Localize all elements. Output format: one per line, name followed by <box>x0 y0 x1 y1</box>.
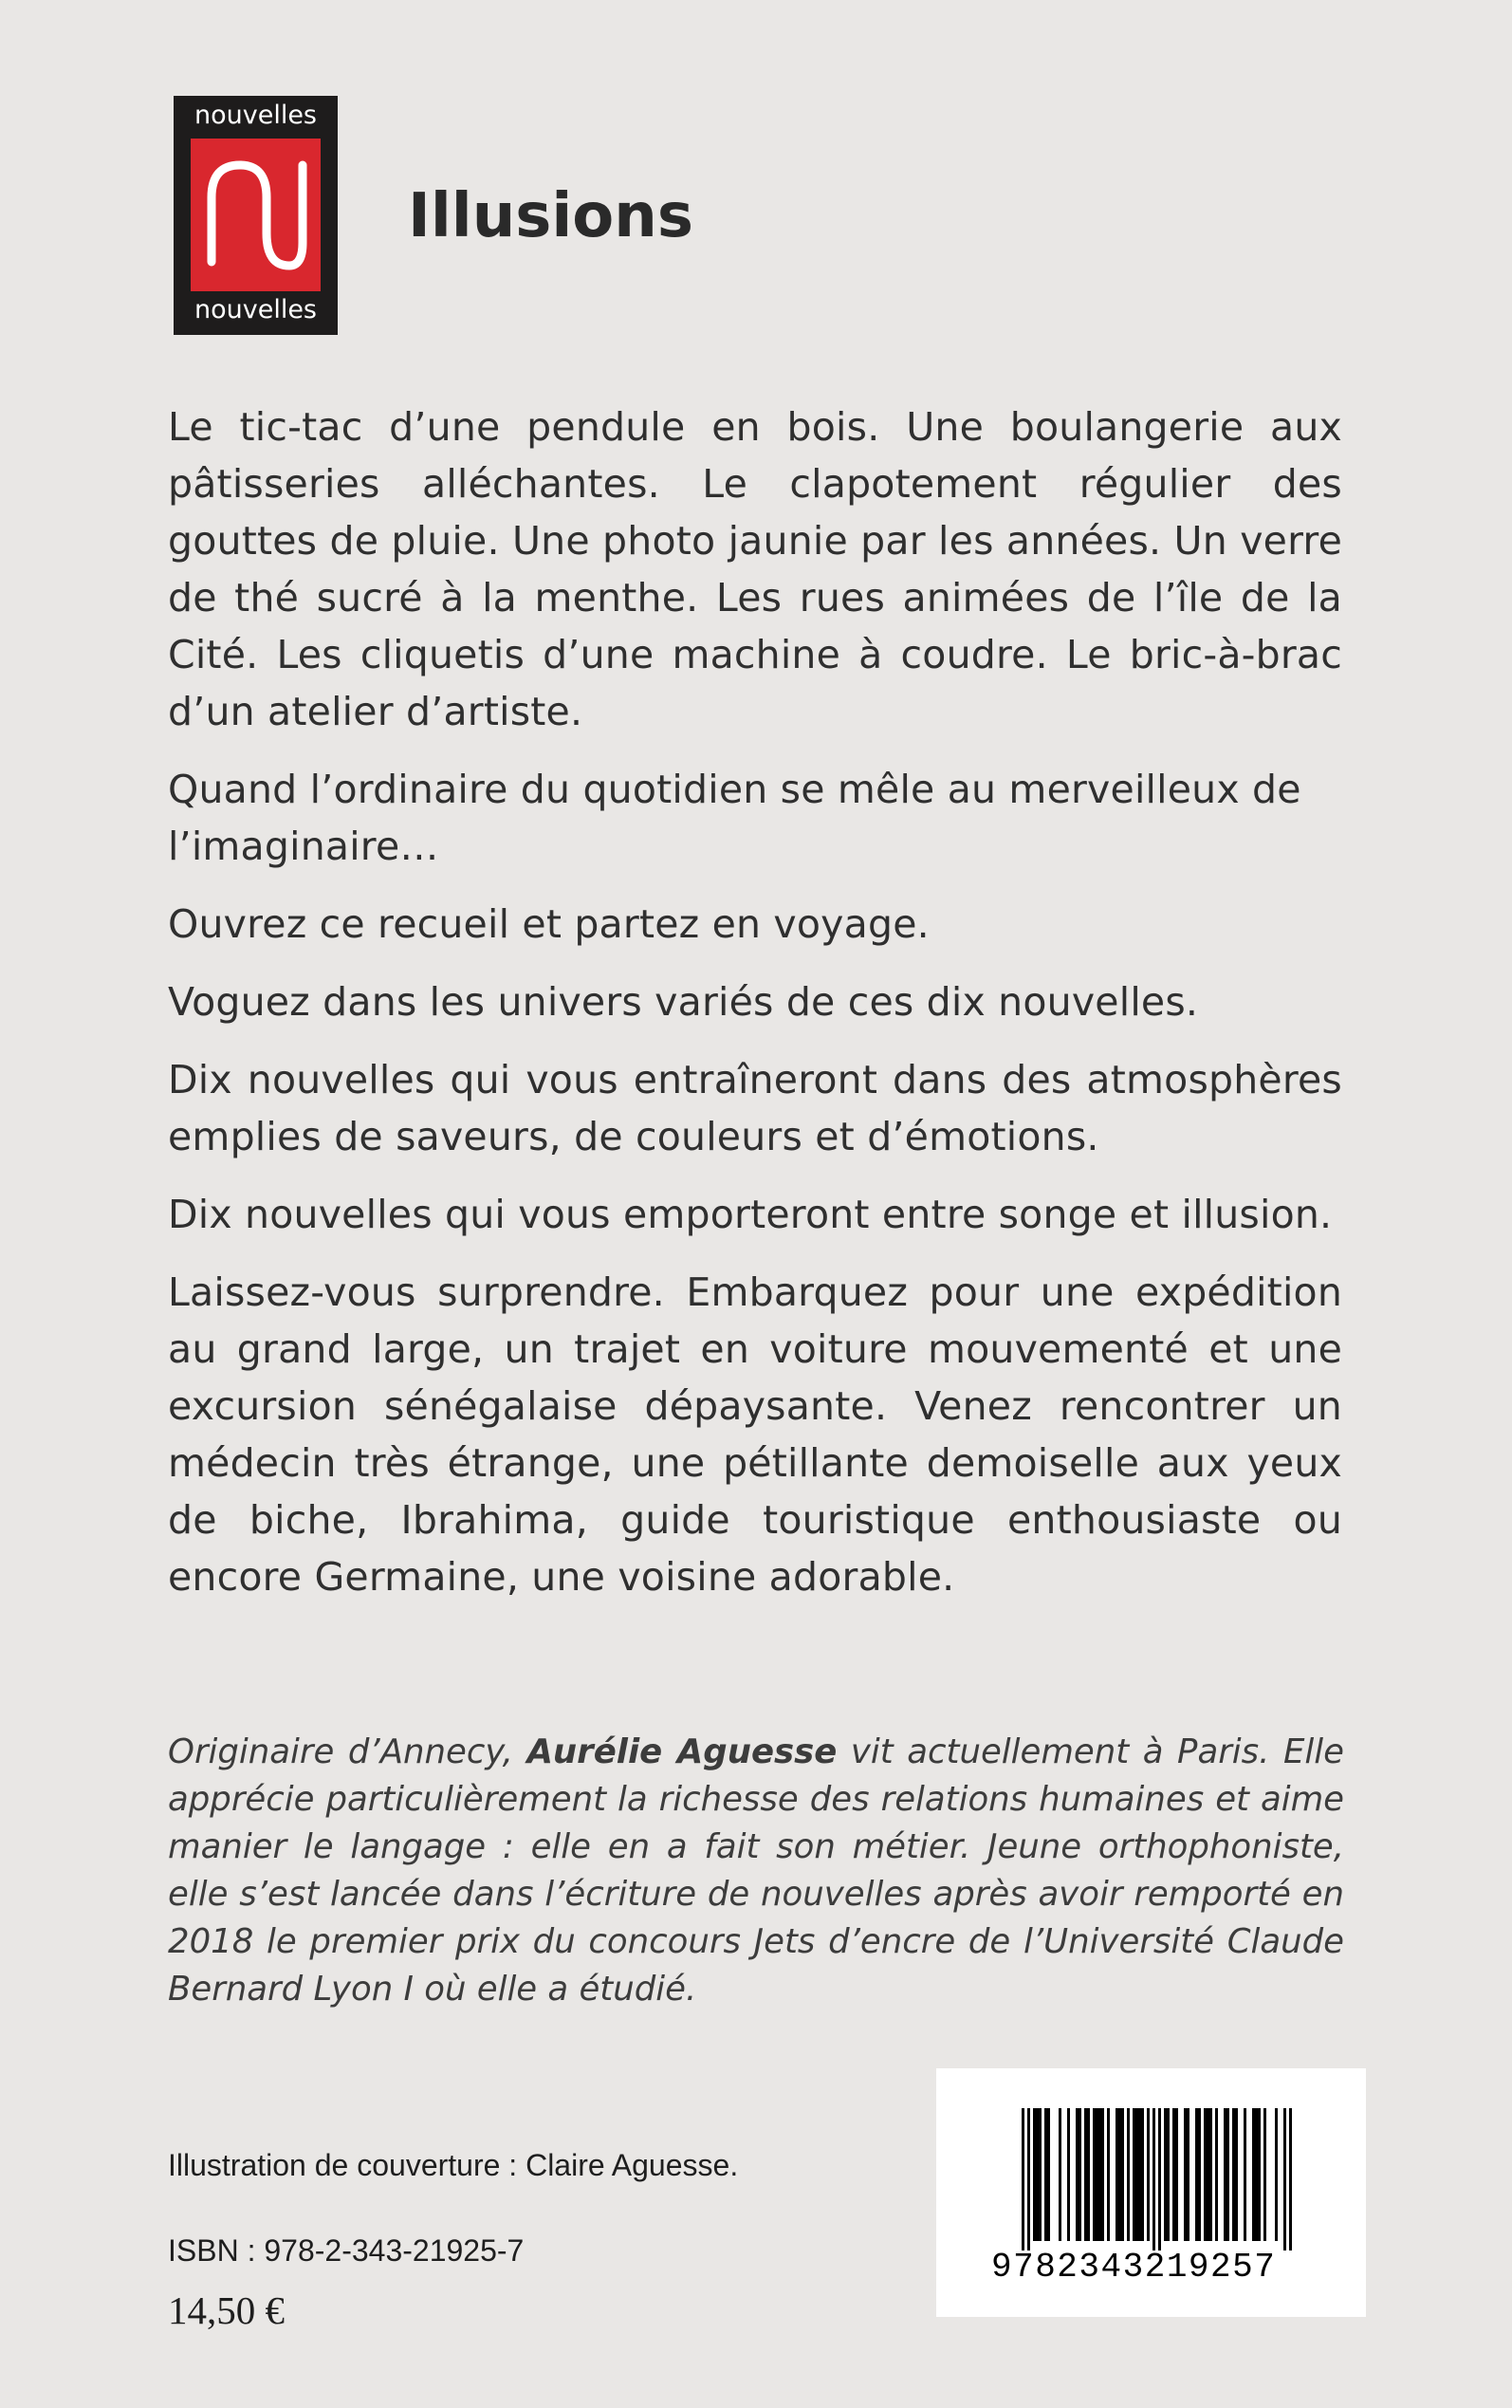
barcode-bar <box>1195 2108 1198 2241</box>
barcode-bar <box>1027 2108 1030 2251</box>
barcode-bar <box>1147 2108 1150 2241</box>
barcode-bar <box>1076 2108 1079 2241</box>
cover-illustration-credit: Illustration de couverture : Claire Aguesse. <box>168 2148 739 2182</box>
barcode-bar <box>1198 2108 1201 2241</box>
barcode-bar <box>1207 2108 1209 2241</box>
barcode-bar <box>1098 2108 1101 2241</box>
barcode-bar <box>1093 2108 1096 2241</box>
barcode-bar <box>1121 2108 1124 2241</box>
blurb-paragraph-2: Quand l’ordinaire du quotidien se mêle au merveilleux de l’imaginaire… <box>168 767 1301 869</box>
barcode-bar <box>1255 2108 1258 2241</box>
nu-monogram-icon <box>191 139 321 291</box>
barcode-bar <box>1164 2108 1167 2241</box>
barcode-bar <box>1107 2108 1110 2241</box>
barcode-bar <box>1138 2108 1141 2241</box>
barcode-bar <box>1118 2108 1121 2241</box>
barcode-bar <box>1263 2108 1266 2241</box>
barcode-bar <box>1204 2108 1207 2241</box>
barcode-bar <box>1059 2108 1061 2241</box>
barcode-bar <box>1079 2108 1081 2241</box>
bio-intro: Originaire d’Annecy, <box>168 1732 527 1771</box>
barcode-bar <box>1184 2108 1187 2241</box>
barcode-bar <box>1116 2108 1118 2241</box>
barcode-bar <box>1127 2108 1130 2241</box>
blurb-paragraph-6: Dix nouvelles qui vous emporteront entre songe et illusion. <box>168 1192 1333 1237</box>
bio-text: vit actuellement à Paris. Elle apprécie particulièrement la richesse des relations humaines et aime manier le langage : elle en a fait son métier. Jeune orthophoniste, elle s’est lancée dans l’écriture de nouvelles après avoir remporté en 2018 le premier prix du concours Jets d’encre de l’Université Claude Bernard Lyon I où elle a étudié. <box>168 1732 1344 2009</box>
barcode-bar <box>1141 2108 1144 2241</box>
barcode-bar <box>1087 2108 1090 2241</box>
blurb-paragraph-4: Voguez dans les univers variés de ces dix nouvelles. <box>168 979 1199 1025</box>
publisher-logo <box>174 96 338 335</box>
logo-red-panel <box>191 139 321 291</box>
barcode-bar <box>1215 2108 1218 2241</box>
barcode-digits: 9782343219257 <box>991 2248 1277 2287</box>
barcode-bar <box>1036 2108 1039 2241</box>
barcode-bar <box>1033 2108 1036 2241</box>
book-title: Illusions <box>408 181 693 251</box>
blurb-paragraph-1: Le tic-tac d’une pendule en bois. Une boulangerie aux pâtisseries alléchantes. Le clapotement régulier des gouttes de pluie. Une photo jaunie par les années. Un verre de thé sucré à la menthe. Les rues animées de l’île de la Cité. Les cliquetis d’une machine à coudre. Le bric-à-brac d’un atelier d’artiste. <box>168 404 1342 734</box>
barcode-bar <box>1096 2108 1098 2241</box>
barcode-bar <box>1133 2108 1135 2241</box>
barcode-bar <box>1244 2108 1246 2241</box>
barcode-bar <box>1283 2108 1286 2251</box>
barcode-bar <box>1275 2108 1278 2241</box>
barcode-bar <box>1175 2108 1178 2241</box>
barcode-bar <box>1172 2108 1175 2241</box>
barcode-bar <box>1047 2108 1050 2241</box>
author-bio <box>168 1729 1344 2013</box>
barcode-bar <box>1101 2108 1104 2241</box>
barcode-bar <box>1084 2108 1087 2241</box>
barcode-bar <box>1232 2108 1235 2241</box>
logo-top-text: nouvelles <box>194 101 317 130</box>
barcode-bar <box>1022 2108 1024 2251</box>
barcode-bar <box>1167 2108 1170 2241</box>
barcode-bar <box>1289 2108 1292 2251</box>
barcode-bar <box>1258 2108 1261 2241</box>
barcode-bar <box>1187 2108 1189 2241</box>
barcode-bar <box>1209 2108 1212 2241</box>
author-name: Aurélie Aguesse <box>526 1732 838 1771</box>
price: 14,50 € <box>168 2288 285 2332</box>
barcode-bar <box>1044 2108 1047 2241</box>
barcode-panel <box>936 2068 1366 2317</box>
barcode-bar <box>1224 2108 1226 2241</box>
isbn: ISBN : 978-2-343-21925-7 <box>168 2233 525 2268</box>
blurb-paragraph-3: Ouvrez ce recueil et partez en voyage. <box>168 901 930 947</box>
barcode-bar <box>1067 2108 1070 2241</box>
barcode-bar <box>1252 2108 1255 2241</box>
logo-bottom-text: nouvelles <box>194 295 317 324</box>
barcode-icon <box>1003 2108 1306 2251</box>
blurb-paragraph-7: Laissez-vous surprendre. Embarquez pour une expédition au grand large, un trajet en voiture mouvementé et une excursion sénégalaise dépaysante. Venez rencontrer un médecin très étrange, une pétillante demoiselle aux yeux de biche, Ibrahima, guide touristique enthousiaste ou encore Germaine, une voisine adorable. <box>168 1269 1342 1600</box>
barcode-bar <box>1152 2108 1155 2251</box>
barcode-bar <box>1235 2108 1238 2241</box>
barcode-bar <box>1158 2108 1161 2251</box>
back-cover-blurb <box>168 398 1342 1626</box>
barcode-bar <box>1135 2108 1138 2241</box>
blurb-paragraph-5: Dix nouvelles qui vous entraîneront dans des atmosphères emplies de saveurs, de couleurs et d’émotions. <box>168 1057 1342 1159</box>
barcode-bar <box>1226 2108 1229 2241</box>
barcode-bar <box>1039 2108 1042 2241</box>
